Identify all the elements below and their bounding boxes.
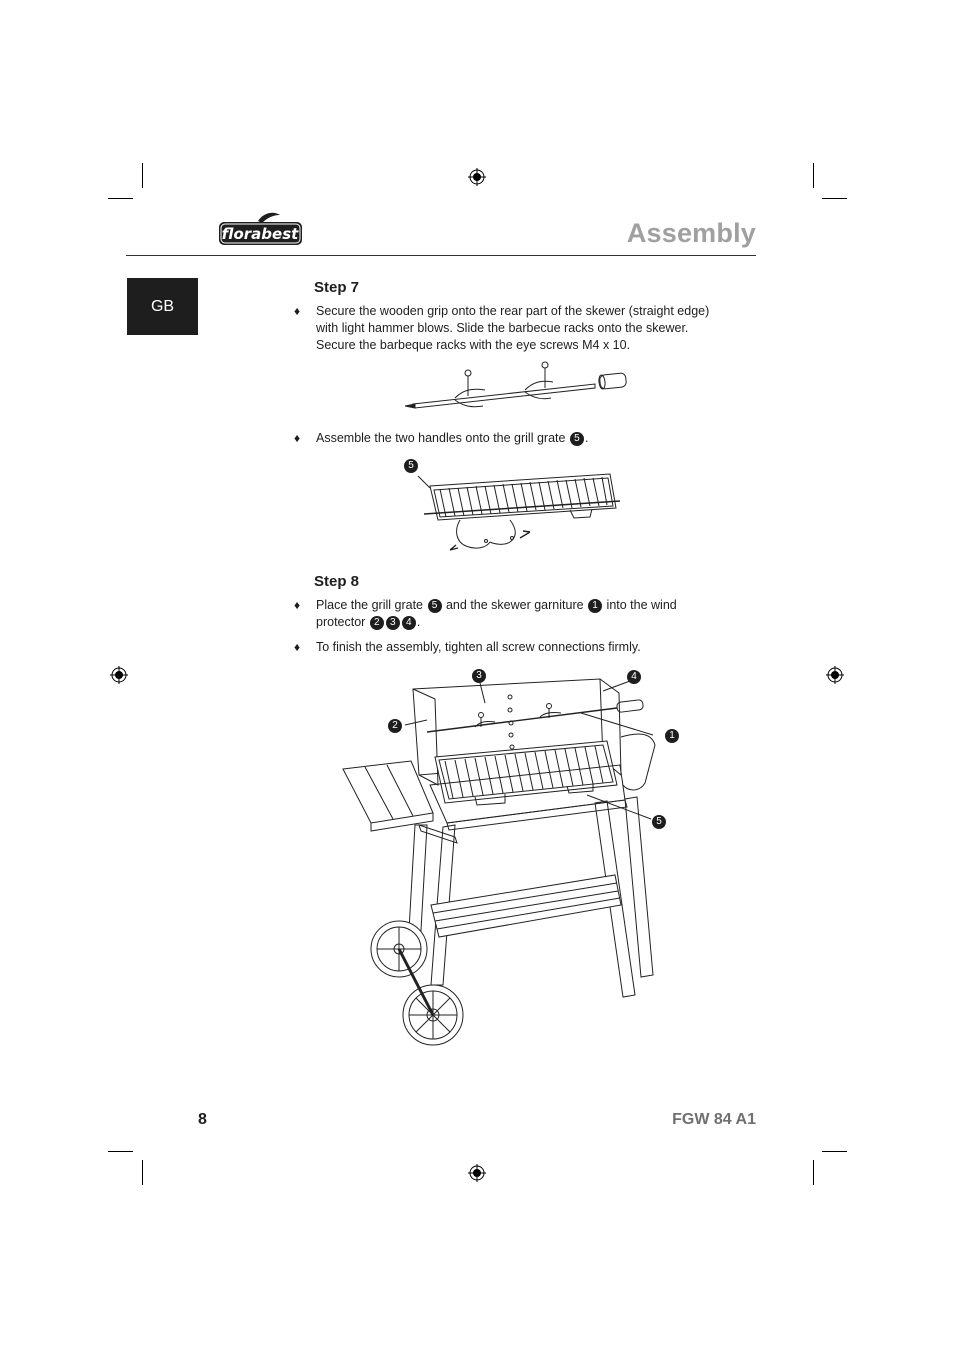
step8-instruction-2: To finish the assembly, tighten all screw connections firmly. [316, 640, 641, 654]
language-tab: GB [127, 278, 198, 335]
crop-mark [822, 198, 847, 199]
crop-mark [108, 1151, 133, 1152]
bullet-icon: ♦ [294, 431, 301, 445]
step7-instruction-1: Secure the wooden grip onto the rear part of the skewer (straight edge) with light hammer blows. Slide the barbecue racks onto the skewer. Secure the barbeque racks with the eye screws M4 x 10. [316, 304, 710, 352]
registration-mark-icon [110, 666, 128, 684]
callout-1: 1 [665, 729, 679, 743]
step7-instruction-2: Assemble the two handles onto the grill grate 5 . [316, 431, 589, 445]
crop-mark [813, 163, 814, 188]
registration-mark-icon [826, 666, 844, 684]
step7-title: Step 7 [314, 279, 360, 296]
callout-5: 5 [404, 459, 418, 473]
callout-5: 5 [652, 815, 666, 829]
crop-mark [142, 163, 143, 188]
grill-grate-illustration [410, 468, 625, 558]
step8-instruction-1: Place the grill grate 5 and the skewer garniture 1 into the wind protector 2 3 4 . [316, 598, 677, 629]
crop-mark [813, 1160, 814, 1185]
callout-3: 3 [472, 669, 486, 683]
model-number: FGW 84 A1 [672, 1111, 756, 1128]
crop-mark [822, 1151, 847, 1152]
part-number-badge: 5 [428, 599, 442, 613]
registration-mark-icon [468, 168, 486, 186]
florabest-logo [218, 212, 304, 248]
skewer-illustration [405, 360, 635, 412]
bullet-icon: ♦ [294, 598, 301, 612]
page-number: 8 [198, 1111, 207, 1128]
part-number-badge: 4 [402, 616, 416, 630]
callout-2: 2 [388, 719, 402, 733]
step8-title: Step 8 [314, 573, 360, 590]
callout-4: 4 [627, 670, 641, 684]
part-number-badge: 2 [370, 616, 384, 630]
registration-mark-icon [468, 1164, 486, 1182]
brand-text: florabest [221, 225, 299, 243]
crop-mark [142, 1160, 143, 1185]
part-number-badge: 1 [588, 599, 602, 613]
part-number-badge: 5 [570, 432, 584, 446]
part-number-badge: 3 [386, 616, 400, 630]
header-divider [126, 255, 756, 256]
page-title: Assembly [626, 218, 756, 248]
crop-mark [108, 198, 133, 199]
bullet-icon: ♦ [294, 304, 301, 318]
bullet-icon: ♦ [294, 640, 301, 654]
